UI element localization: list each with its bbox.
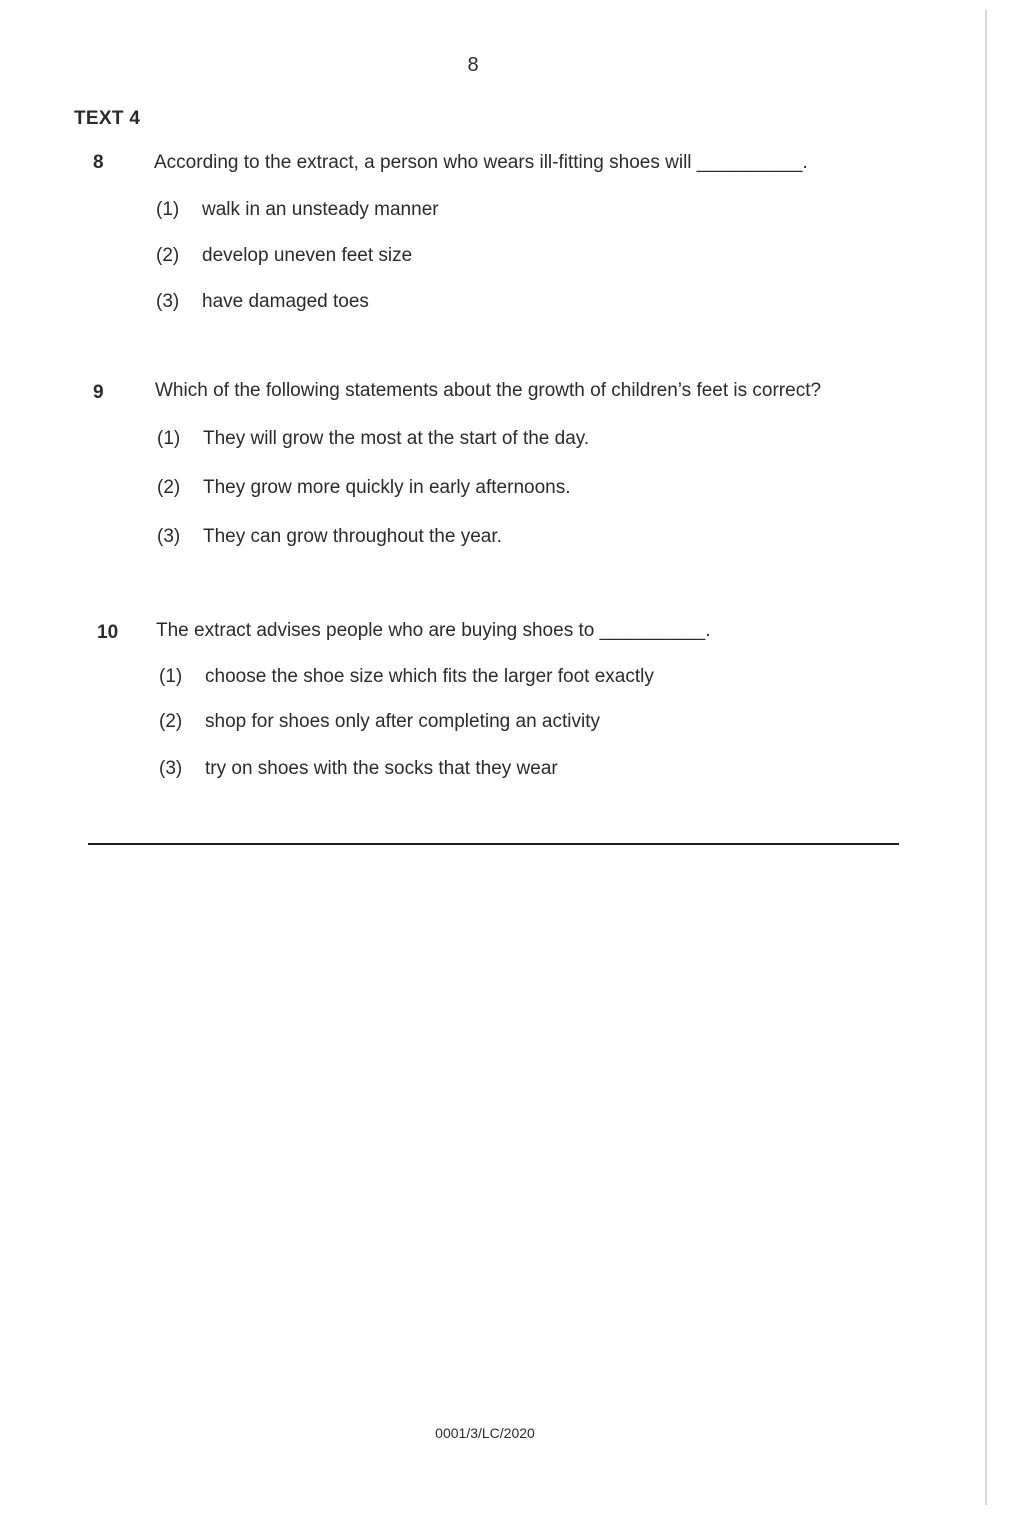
footer-code: 0001/3/LC/2020 [435,1425,535,1441]
option-text: walk in an unsteady manner [202,199,439,220]
option-text: They can grow throughout the year. [203,526,502,547]
option-3 [159,758,558,780]
option-2 [159,711,600,733]
option-number: (3) [159,758,183,779]
option-number: (1) [157,428,181,449]
question-text: Which of the following statements about the growth of children’s feet is correct? [155,380,822,401]
option-text: have damaged toes [202,291,369,312]
question-number: 8 [93,152,104,173]
page-number: 8 [467,54,479,76]
option-text: try on shoes with the socks that they wear [205,758,558,779]
section-title: TEXT 4 [74,108,141,129]
section-end-rule [88,843,899,845]
option-text: They will grow the most at the start of the day. [203,428,590,449]
question-number: 9 [93,382,104,403]
scanned-page-edge [985,10,987,1505]
option-text: choose the shoe size which fits the larger foot exactly [205,666,654,687]
option-text: shop for shoes only after completing an activity [205,711,600,732]
option-1 [159,666,654,688]
option-1 [157,428,589,450]
question-text: The extract advises people who are buying shoes to __________. [156,620,711,641]
option-number: (3) [156,291,180,312]
option-text: develop uneven feet size [202,245,413,266]
option-number: (2) [159,711,183,732]
option-3 [157,526,502,548]
option-number: (1) [156,199,180,220]
option-number: (1) [159,666,183,687]
option-number: (3) [157,526,181,547]
option-3 [156,291,369,313]
option-1 [156,199,439,221]
option-number: (2) [157,477,181,498]
question-text: According to the extract, a person who wears ill-fitting shoes will __________. [154,152,808,173]
option-2 [157,477,571,499]
option-2 [156,245,412,267]
question-number: 10 [97,622,119,643]
option-text: They grow more quickly in early afternoons. [203,477,571,498]
option-number: (2) [156,245,180,266]
